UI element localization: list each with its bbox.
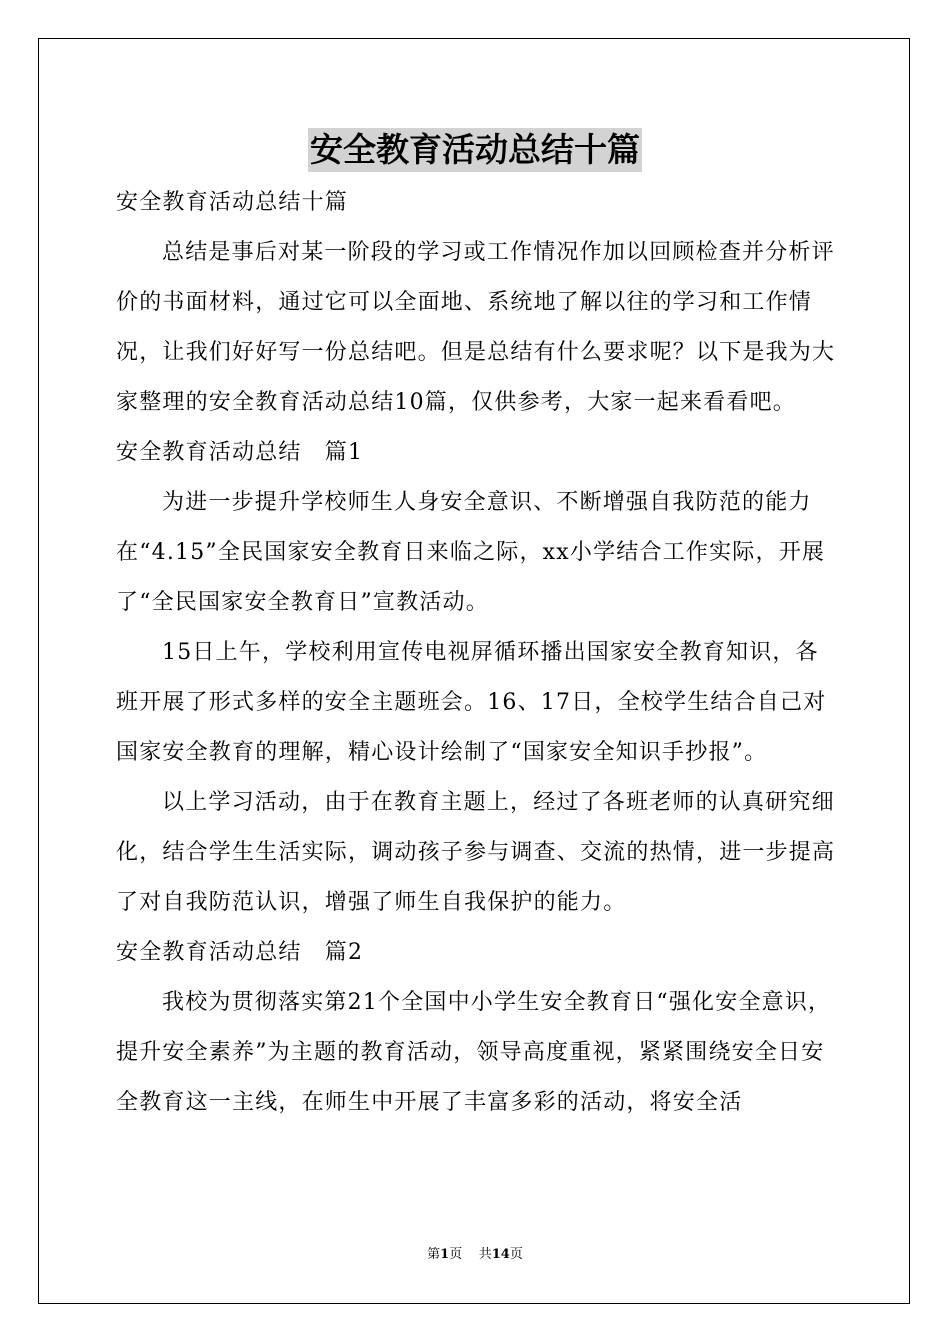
document-body [116, 178, 836, 1128]
body-paragraph: 15日上午，学校利用宣传电视屏循环播出国家安全教育知识，各班开展了形式多样的安全主题班会。16、17日，全校学生结合自己对国家安全教育的理解，精心设计绘制了“国家安全知识手抄报”。 [116, 640, 827, 765]
document-title: 安全教育活动总结十篇 [308, 128, 642, 172]
total-prefix: 共 [478, 1247, 492, 1262]
section-heading: 安全教育活动总结十篇 [116, 190, 349, 215]
page-number: 1 [440, 1247, 450, 1262]
body-paragraph: 总结是事后对某一阶段的学习或工作情况作加以回顾检查并分析评价的书面材料，通过它可以全面地、系统地了解以往的学习和工作情况，让我们好好写一份总结吧。但是总结有什么要求呢？以下是我为大家整理的安全教育活动总结10篇，仅供参考，大家一起来看看吧。 [116, 240, 836, 415]
page-footer [0, 1246, 950, 1264]
total-pages: 14 [491, 1247, 510, 1262]
section-heading: 安全教育活动总结 篇1 [116, 440, 364, 465]
total-suffix: 页 [509, 1247, 523, 1262]
body-paragraph: 以上学习活动，由于在教育主题上，经过了各班老师的认真研究细化，结合学生生活实际，调动孩子参与调查、交流的热情，进一步提高了对自我防范认识，增强了师生自我保护的能力。 [116, 790, 836, 915]
body-paragraph: 为进一步提升学校师生人身安全意识、不断增强自我防范的能力在“4.15”全民国家安全教育日来临之际，xx小学结合工作实际，开展了“全民国家安全教育日”宣教活动。 [116, 490, 826, 615]
section-heading: 安全教育活动总结 篇2 [116, 940, 364, 965]
page-suffix: 页 [449, 1247, 463, 1262]
page-prefix: 第 [427, 1247, 441, 1262]
body-paragraph: 我校为贯彻落实第21个全国中小学生安全教育日“强化安全意识，提升安全素养”为主题的教育活动，领导高度重视，紧紧围绕安全日安全教育这一主线，在师生中开展了丰富多彩的活动，将安全活 [116, 990, 832, 1115]
title-container [0, 128, 950, 172]
